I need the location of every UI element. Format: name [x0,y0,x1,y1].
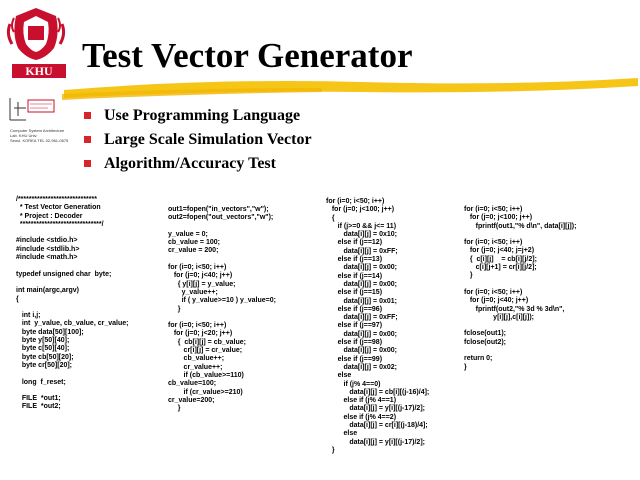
page-title: Test Vector Generator [82,36,413,75]
code-block-output: for (i=0; i<50; i++) for (j=0; j<100; j++) fprintf(out1,"% d\n", data[i][j]); for (i=0; i<50; i++) for (j=0; j<40; j=j+2) { c[i][j] = cb[i][j/2]; c[i][j+1] = cr[i][j/2]; } for (i=0; i<50; i++) for (j=0; j<40; j++) fprintf(out2,"% 3d % 3d\n", y[i][j],c[i][j]); fclose(out1); fclose(out2); return 0; } [464,206,577,371]
lab-logo [8,96,78,158]
bullet-item: Large Scale Simulation Vector [84,128,312,152]
code-block-declarations: /***************************** * Test Vector Generation * Project : Decoder ******************************/ #include <stdio.h> #include <stdlib.h> #include <math.h> typedef unsigned char byte; int main(argc,argv) { int i,j; int y_value, cb_value, cr_value; byte data[50][100]; byte y[50][40]; byte c[50][40]; byte cb[50][20]; byte cr[50][20]; long f_reset; FILE *out1; FILE *out2; [16,196,129,411]
chip-diagram-icon [8,96,78,126]
bullet-list [84,104,312,176]
title-underline-stroke [62,72,640,102]
logo-wordmark: KHU [12,64,66,78]
emblem-icon [4,4,68,64]
square-bullet-icon [84,136,91,143]
bullet-item: Use Programming Language [84,104,312,128]
square-bullet-icon [84,160,91,167]
bullet-item: Algorithm/Accuracy Test [84,152,312,176]
square-bullet-icon [84,112,91,119]
university-logo [4,4,68,80]
lab-caption: Computer System Architecture Lab. KHU Univ. Seoul, KOREA TEL 02-961-0675 [10,128,69,143]
code-block-init: out1=fopen("in_vectors","w"); out2=fopen("out_vectors","w"); y_value = 0; cb_value = 100; cr_value = 200; for (i=0; i<50; i++) for (j=0; j<40; j++) { y[i][j] = y_value; y_value++; if ( y_value>=10 ) y_value=0; } for (i=0; i<50; i++) for (j=0; j<20; j++) { cb[i][j] = cb_value; cr[i][j] = cr_value; cb_value++; cr_value++; if (cb_value>=110) cb_value=100; if (cr_value>=210) cr_value=200; } [168,206,276,413]
code-block-data-fill: for (i=0; i<50; i++) for (j=0; j<100; j++) { if (j>=0 && j<= 11) data[i][j] = 0x10; else if (j==12) data[i][j] = 0xFF; else if (j==13) data[i][j] = 0x00; else if (j==14) data[i][j] = 0x00; else if (j==15) data[i][j] = 0x01; else if (j==96) data[i][j] = 0xFF; else if (j==97) data[i][j] = 0x00; else if (j==98) data[i][j] = 0x00; else if (j==99) data[i][j] = 0x02; else if (j% 4==0) data[i][j] = cb[i][(j-16)/4]; else if (j% 4==1) data[i][j] = y[i][(j-17)/2]; else if (j% 4==2) data[i][j] = cr[i][(j-18)/4]; else data[i][j] = y[i][(j-17)/2]; } [326,198,430,454]
